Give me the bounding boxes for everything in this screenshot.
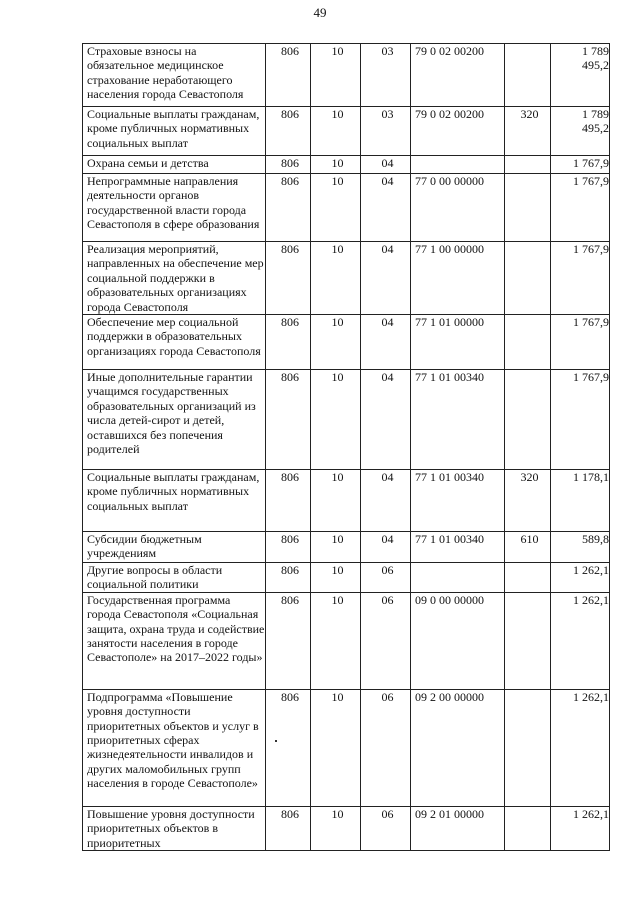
cell-subsection: 06 — [361, 592, 411, 689]
cell-department-code: 806 — [266, 470, 311, 532]
cell-subsection: 04 — [361, 315, 411, 370]
cell-subsection: 03 — [361, 107, 411, 156]
cell-section: 10 — [311, 532, 361, 563]
cell-target-article: 77 1 01 00000 — [411, 315, 505, 370]
cell-name: Иные дополнительные гарантии учащимся государственных образовательных организаций из числа детей-сирот и детей, оставшихся без попечения родителей — [83, 370, 266, 470]
cell-section: 10 — [311, 592, 361, 689]
cell-amount: 1 767,9 — [551, 174, 610, 242]
cell-section: 10 — [311, 370, 361, 470]
cell-target-article: 77 1 01 00340 — [411, 532, 505, 563]
cell-amount: 1 262,1 — [551, 806, 610, 850]
table-row — [83, 174, 610, 242]
cell-department-code: 806 — [266, 44, 311, 107]
cell-amount: 1 767,9 — [551, 156, 610, 174]
cell-subsection: 03 — [361, 44, 411, 107]
cell-target-article: 79 0 02 00200 — [411, 107, 505, 156]
cell-section: 10 — [311, 242, 361, 315]
cell-name: Другие вопросы в области социальной политики — [83, 563, 266, 593]
table-row — [83, 156, 610, 174]
cell-name: Повышение уровня доступности приоритетных объектов в приоритетных — [83, 806, 266, 850]
table-row — [83, 315, 610, 370]
table-row — [83, 470, 610, 532]
cell-subsection: 04 — [361, 470, 411, 532]
table-row — [83, 806, 610, 850]
cell-expense-type — [505, 174, 551, 242]
cell-target-article: 09 0 00 00000 — [411, 592, 505, 689]
cell-name: Социальные выплаты гражданам, кроме публичных нормативных социальных выплат — [83, 107, 266, 156]
cell-name: Страховые взносы на обязательное медицинское страхование неработающего населения города Севастополя — [83, 44, 266, 107]
table-row — [83, 44, 610, 107]
cell-name: Государственная программа города Севастополя «Социальная защита, охрана труда и содействие занятости населения в городе Севастополе» на 2017–2022 годы» — [83, 592, 266, 689]
cell-department-code: 806 — [266, 370, 311, 470]
cell-target-article: 77 1 01 00340 — [411, 470, 505, 532]
cell-section: 10 — [311, 174, 361, 242]
cell-target-article: 77 1 01 00340 — [411, 370, 505, 470]
cell-subsection: 06 — [361, 563, 411, 593]
cell-section: 10 — [311, 107, 361, 156]
cell-department-code: 806 — [266, 107, 311, 156]
cell-department-code: 806 — [266, 563, 311, 593]
cell-name: Подпрограмма «Повышение уровня доступности приоритетных объектов и услуг в приоритетных сферах жизнедеятельности инвалидов и других маломобильных групп населения в городе Севастополе» — [83, 689, 266, 806]
cell-target-article: 77 1 00 00000 — [411, 242, 505, 315]
budget-table-body — [83, 44, 610, 851]
cell-amount: 1 262,1 — [551, 592, 610, 689]
cell-department-code: 806 — [266, 156, 311, 174]
cell-expense-type: 320 — [505, 470, 551, 532]
cell-expense-type — [505, 156, 551, 174]
cell-name: Непрограммные направления деятельности органов государственной власти города Севастополя в сфере образования — [83, 174, 266, 242]
table-row — [83, 242, 610, 315]
cell-amount: 1 767,9 — [551, 315, 610, 370]
cell-expense-type — [505, 44, 551, 107]
cell-target-article — [411, 156, 505, 174]
cell-section: 10 — [311, 689, 361, 806]
cell-target-article: 77 0 00 00000 — [411, 174, 505, 242]
cell-target-article: 79 0 02 00200 — [411, 44, 505, 107]
cell-expense-type: 610 — [505, 532, 551, 563]
cell-department-code: 806 — [266, 532, 311, 563]
cell-amount: 1 789 495,2 — [551, 44, 610, 107]
cell-target-article: 09 2 00 00000 — [411, 689, 505, 806]
cell-department-code: 806 — [266, 174, 311, 242]
scan-dot-mark — [275, 740, 277, 742]
cell-department-code: 806 — [266, 315, 311, 370]
cell-amount: 1 767,9 — [551, 242, 610, 315]
cell-expense-type — [505, 689, 551, 806]
cell-target-article — [411, 563, 505, 593]
cell-department-code: 806 — [266, 592, 311, 689]
cell-expense-type — [505, 370, 551, 470]
cell-expense-type — [505, 592, 551, 689]
page-number: 49 — [313, 5, 327, 20]
cell-expense-type: 320 — [505, 107, 551, 156]
table-row — [83, 370, 610, 470]
budget-table — [82, 43, 610, 851]
cell-target-article: 09 2 01 00000 — [411, 806, 505, 850]
cell-subsection: 04 — [361, 156, 411, 174]
table-row — [83, 563, 610, 593]
cell-subsection: 04 — [361, 370, 411, 470]
cell-expense-type — [505, 315, 551, 370]
cell-expense-type — [505, 563, 551, 593]
cell-amount: 589,8 — [551, 532, 610, 563]
cell-subsection: 06 — [361, 689, 411, 806]
cell-amount: 1 262,1 — [551, 563, 610, 593]
cell-name: Социальные выплаты гражданам, кроме публичных нормативных социальных выплат — [83, 470, 266, 532]
cell-section: 10 — [311, 806, 361, 850]
table-row — [83, 592, 610, 689]
table-row — [83, 689, 610, 806]
cell-department-code: 806 — [266, 689, 311, 806]
table-row — [83, 532, 610, 563]
cell-amount: 1 262,1 — [551, 689, 610, 806]
cell-section: 10 — [311, 470, 361, 532]
cell-name: Обеспечение мер социальной поддержки в образовательных организациях города Севастополя — [83, 315, 266, 370]
cell-expense-type — [505, 806, 551, 850]
cell-expense-type — [505, 242, 551, 315]
cell-subsection: 04 — [361, 174, 411, 242]
cell-subsection: 04 — [361, 532, 411, 563]
cell-subsection: 06 — [361, 806, 411, 850]
cell-subsection: 04 — [361, 242, 411, 315]
cell-section: 10 — [311, 563, 361, 593]
cell-name: Реализация мероприятий, направленных на обеспечение мер социальной поддержки в образовательных организациях города Севастополя — [83, 242, 266, 315]
cell-section: 10 — [311, 44, 361, 107]
cell-amount: 1 789 495,2 — [551, 107, 610, 156]
cell-name: Субсидии бюджетным учреждениям — [83, 532, 266, 563]
cell-amount: 1 178,1 — [551, 470, 610, 532]
cell-department-code: 806 — [266, 806, 311, 850]
cell-department-code: 806 — [266, 242, 311, 315]
cell-name: Охрана семьи и детства — [83, 156, 266, 174]
cell-section: 10 — [311, 156, 361, 174]
cell-amount: 1 767,9 — [551, 370, 610, 470]
cell-section: 10 — [311, 315, 361, 370]
table-row — [83, 107, 610, 156]
